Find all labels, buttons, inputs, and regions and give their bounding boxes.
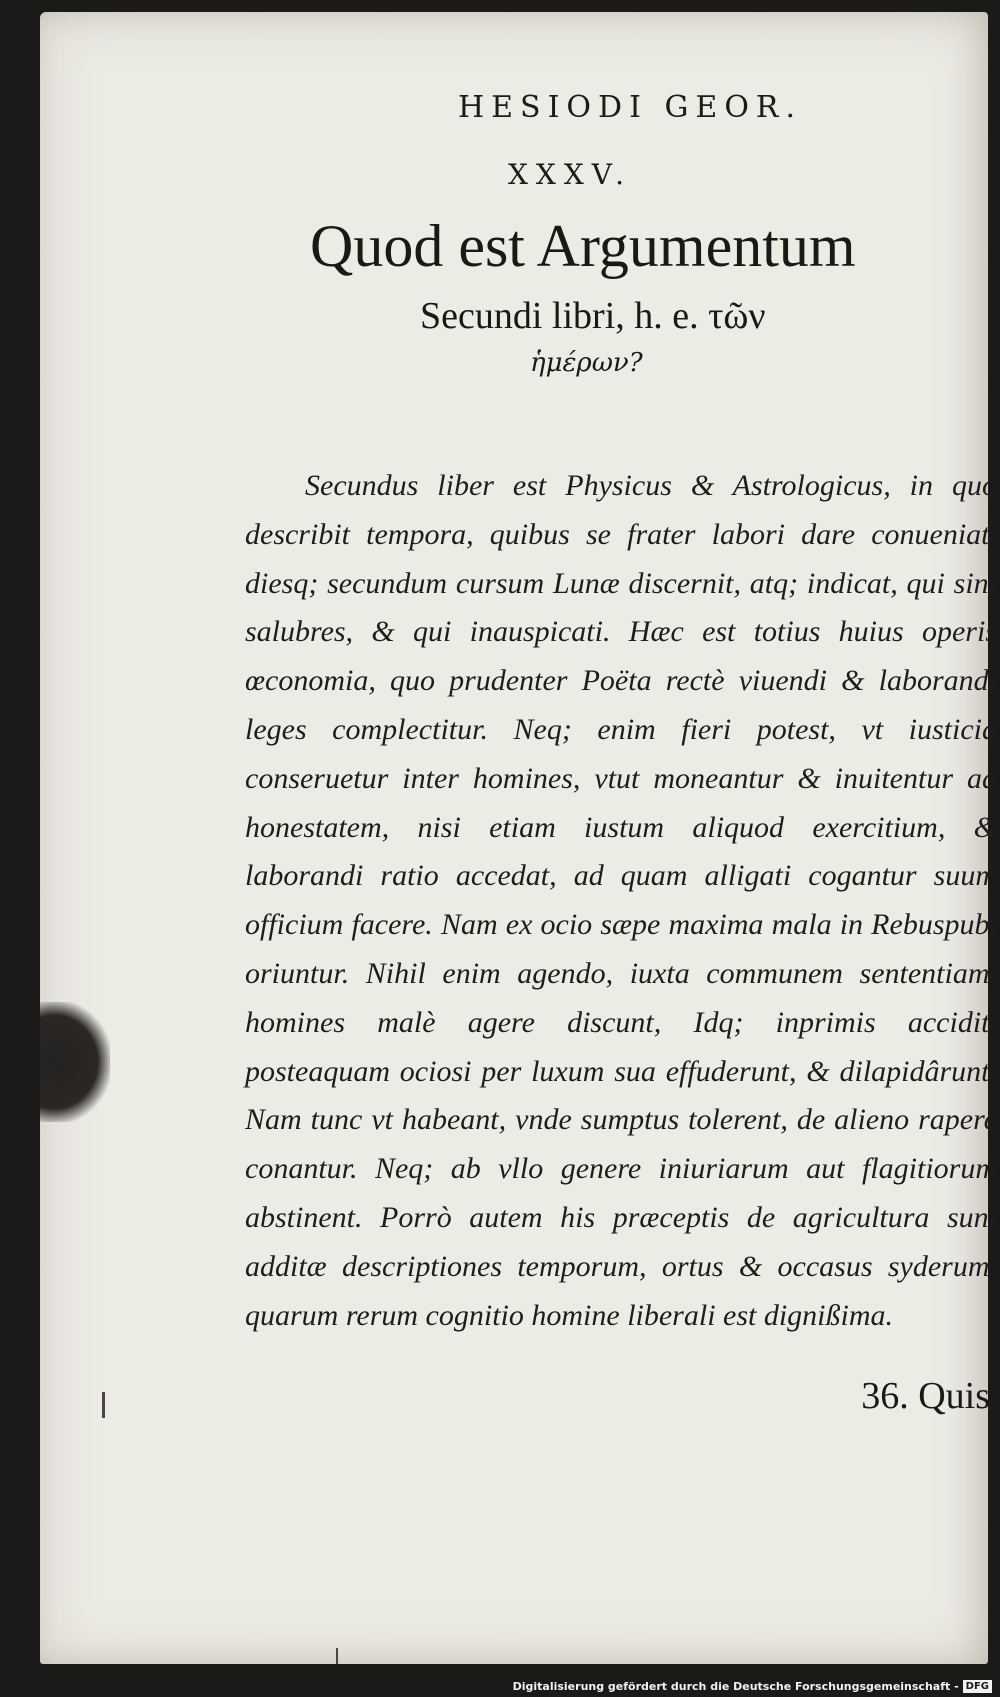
book-page <box>40 12 997 1664</box>
running-head: HESIODI GEOR. <box>457 90 803 125</box>
margin-mark <box>102 1392 105 1418</box>
chapter-title-line-1: Quod est Argumentum <box>310 213 856 279</box>
credit-text: Digitalisierung gefördert durch die Deutsche Forschungsgemeinschaft - <box>512 1680 959 1693</box>
digitization-credit <box>513 1680 992 1693</box>
chapter-title-line-2: Secundi libri, h. e. τῶν <box>420 295 766 337</box>
chapter-number: XXXV. <box>507 158 633 191</box>
dfg-logo: DFG <box>963 1680 992 1693</box>
chapter-title-line-3: ἡμέρων? <box>530 348 643 378</box>
ink-stain <box>40 1002 110 1122</box>
catchword: 36. Quis <box>861 1375 990 1417</box>
bottom-mark <box>336 1648 338 1664</box>
body-paragraph: Secundus liber est Physicus & Astrologicus, in quo describit tempora, quibus se frater labori dare conueniat, diesq; secundum cursum Lunæ discernit, atq; indicat, qui sint salubres, & qui inauspicati. Hæc est totius huius operis œconomia, quo prudenter Poëta rectè viuendi & laborandi leges complectitur. Neq; enim fieri potest, vt iusticia conseruetur inter homines, vtut moneantur & inuitentur ad honestatem, nisi etiam iustum aliquod exercitium, & laborandi ratio accedat, ad quam alligati cogantur suum officium facere. Nam ex ocio sæpe maxima mala in Rebuspub. oriuntur. Nihil enim agendo, iuxta communem sententiam, homines malè agere discunt, Idq; inprimis accidit, posteaquam ociosi per luxum sua effuderunt, & dilapidârunt. Nam tunc vt habeant, vnde sumptus tolerent, de alieno rapere conantur. Neq; ab vllo genere iniuriarum aut flagitiorum abstinent. Porrò autem his præceptis de agricultura sunt additæ descriptiones temporum, ortus & occasus syderum, quarum rerum cognitio homine liberali est dignißima. <box>245 469 997 1332</box>
